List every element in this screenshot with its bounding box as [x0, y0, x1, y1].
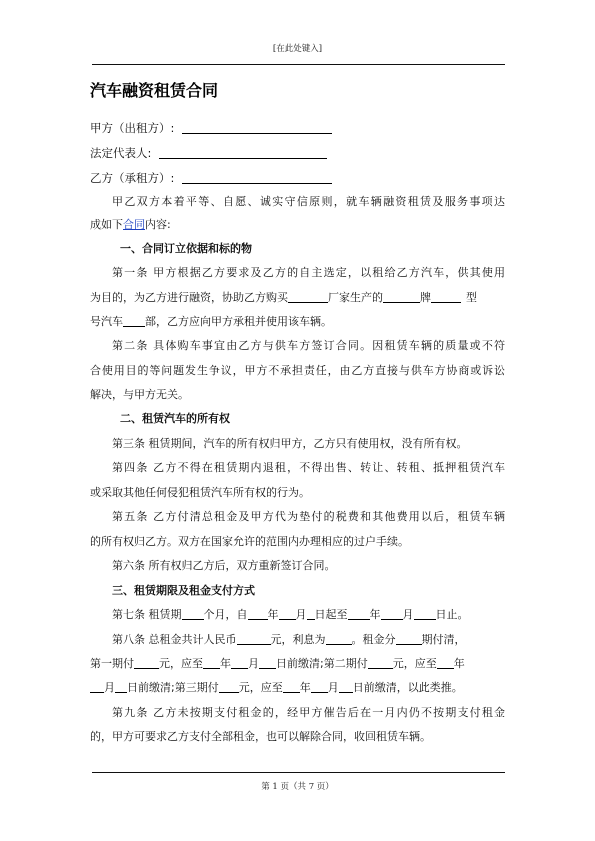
article-line: 解决，与甲方无关。 [90, 388, 189, 401]
page-header: [在此处键入] [272, 44, 323, 54]
blank-field [123, 315, 145, 327]
blank-field [414, 608, 436, 620]
blank-field [115, 681, 127, 693]
blank-field [283, 681, 300, 693]
blank-field [307, 608, 315, 620]
party-a-label: 甲方（出租方）: [90, 121, 175, 135]
article-line: 月 日前缴清;第三期付 元，应至 年 月 日前缴清，以此类推。 [90, 681, 463, 695]
blank-field [339, 681, 353, 693]
blank-field [259, 657, 276, 669]
blank-field [237, 633, 271, 645]
contract-link[interactable]: 合同 [123, 218, 145, 231]
section-heading: 三、租赁期限及租金支付方式 [112, 584, 255, 597]
party-b-label: 乙方（承租方）: [90, 171, 175, 185]
party-a-row [90, 121, 332, 135]
blank-field [90, 681, 104, 693]
blank-field [219, 681, 239, 693]
blank-field [437, 657, 454, 669]
section-heading: 二、租赁汽车的所有权 [120, 412, 230, 425]
party-a-blank [182, 121, 332, 134]
article-line: 或采取其他任何侵犯租赁汽车所有权的行为。 [90, 486, 310, 499]
legal-rep-blank [159, 146, 327, 159]
article-line: 号汽车 部，乙方应向甲方承租并使用该车辆。 [90, 315, 332, 328]
blank-field [182, 608, 204, 620]
section-heading: 一、合同订立依据和标的物 [120, 242, 252, 255]
party-b-blank [182, 171, 332, 184]
blank-field [431, 291, 461, 303]
blank-field [348, 608, 370, 620]
blank-field [326, 633, 352, 645]
article-line: 为目的，为乙方进行融资，协助乙方购买 厂家生产的 牌 型 [90, 291, 477, 304]
article-line: 第三条 租赁期间，汽车的所有权归甲方，乙方只有使用权，没有所有权。 [112, 437, 468, 450]
intro-line: 成如下合同内容: [90, 218, 171, 231]
blank-field [383, 291, 420, 303]
blank-field [288, 291, 328, 303]
article-line: 第九条 乙方未按期支付租金的，经甲方催告后在一月内仍不按期支付租金 [112, 706, 505, 719]
legal-rep-row [90, 146, 327, 160]
article-line: 第五条 乙方付清总租金及甲方代为垫付的税费和其他费用以后，租赁车辆 [112, 510, 505, 523]
blank-field [368, 657, 393, 669]
blank-field [134, 657, 159, 669]
article-line: 第八条 总租金共计人民币 元，利息为 。租金分 期付清， [112, 633, 466, 646]
intro-line: 甲乙双方本着平等、自愿、诚实守信原则，就车辆融资租赁及服务事项达 [112, 195, 505, 208]
article-line: 第七条 租赁期 个月，自 年 月 日起至 年 月 日止。 [112, 608, 469, 621]
article-line: 第六条 所有权归乙方后，双方重新签订合同。 [112, 559, 336, 572]
header-divider [92, 64, 505, 65]
article-line: 的，甲方可要求乙方支付全部租金，也可以解除合同，收回租赁车辆。 [90, 730, 431, 743]
document-title: 汽车融资租赁合同 [90, 81, 219, 100]
legal-rep-label: 法定代表人: [90, 146, 152, 160]
blank-field [381, 608, 403, 620]
blank-field [396, 633, 422, 645]
blank-field [203, 657, 220, 669]
blank-field [248, 608, 268, 620]
blank-field [279, 608, 296, 620]
article-line: 合使用目的等问题发生争议，甲方不承担责任，由乙方直接与供车方协商或诉讼 [90, 364, 505, 377]
article-line: 第一期付 元，应至 年 月 日前缴清;第二期付 元，应至 年 [90, 657, 465, 670]
article-line: 第四条 乙方不得在租赁期内退租，不得出售、转让、转租、抵押租赁汽车 [112, 461, 505, 474]
blank-field [231, 657, 248, 669]
footer-divider [92, 772, 505, 773]
article-line: 第一条 甲方根据乙方要求及乙方的自主选定，以租给乙方汽车，供其使用 [112, 266, 505, 279]
page-footer: 第 1 页（共 7 页） [261, 782, 334, 792]
blank-field [311, 681, 328, 693]
party-b-row [90, 171, 332, 185]
article-line: 第二条 具体购车事宜由乙方与供车方签订合同。因租赁车辆的质量或不符 [112, 339, 505, 352]
article-line: 的所有权归乙方。双方在国家允许的范围内办理相应的过户手续。 [90, 535, 409, 548]
